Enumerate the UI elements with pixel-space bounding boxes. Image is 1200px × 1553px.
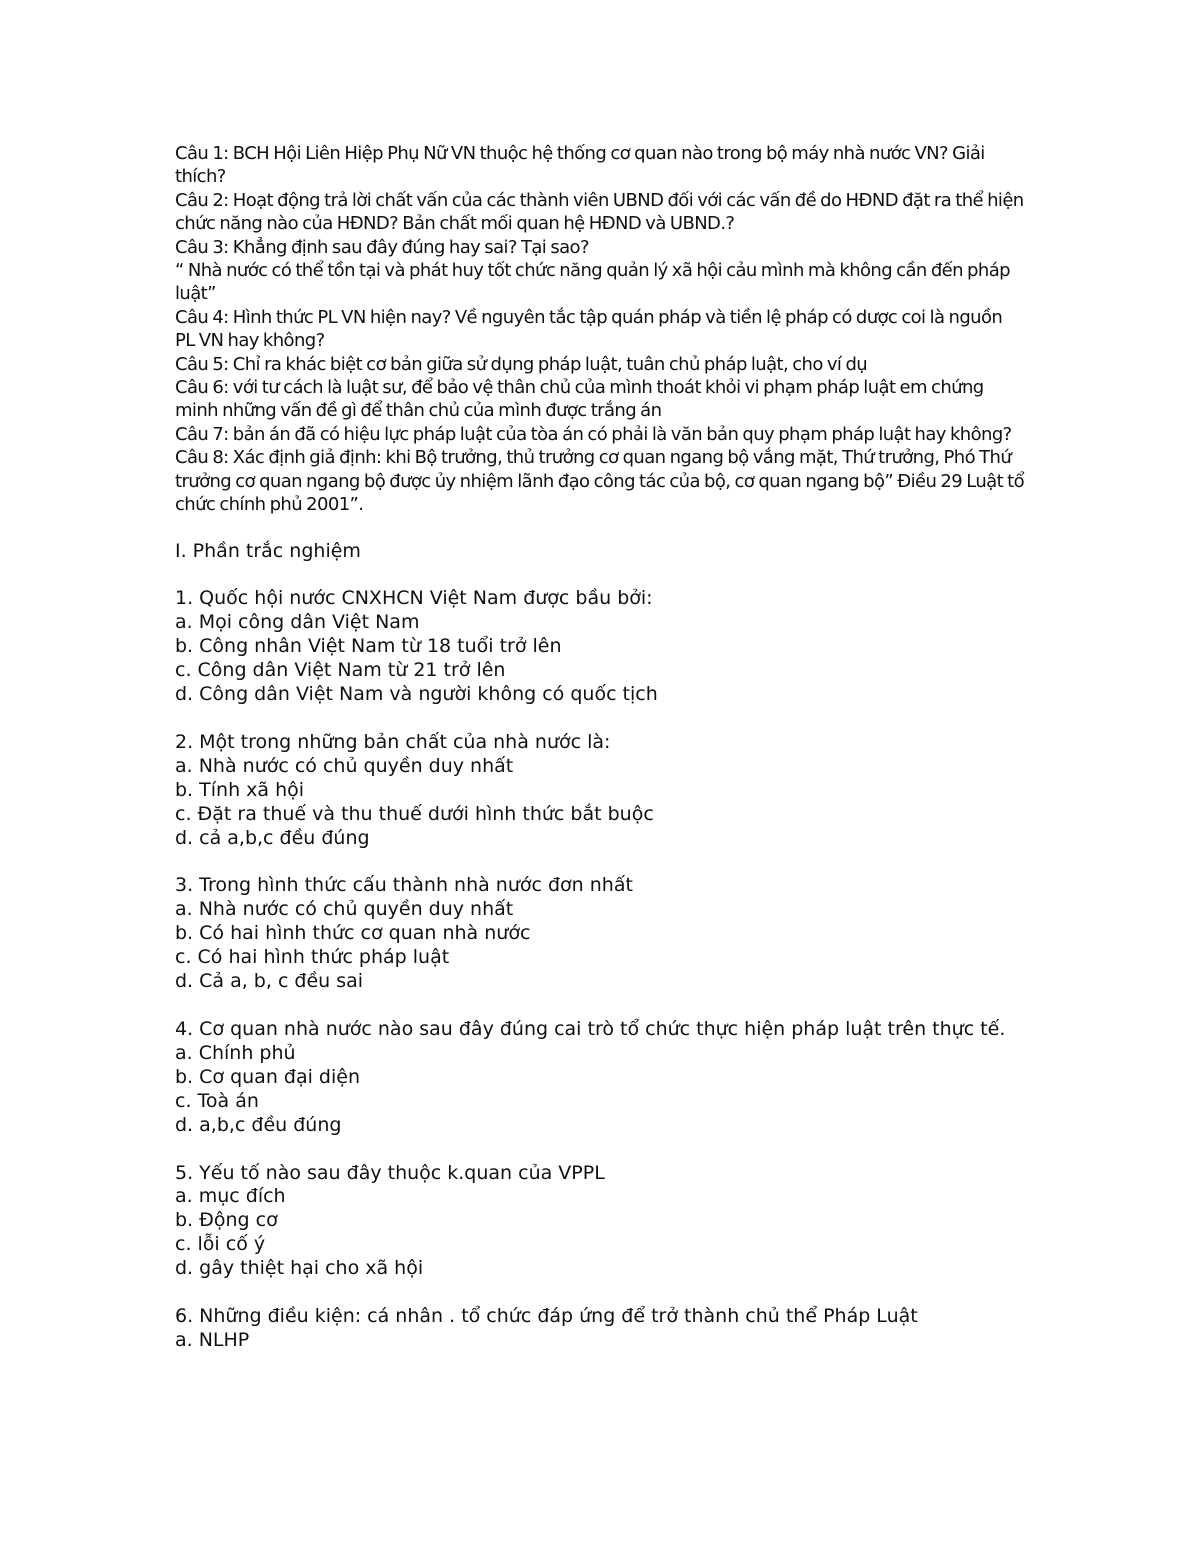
mcq-question-3 (175, 874, 1025, 994)
option-a: a. NLHP (175, 1328, 250, 1351)
question-text: 6. Những điều kiện: cá nhân . tổ chức đáp ứng để trở thành chủ thể Pháp Luật (175, 1305, 918, 1328)
question-text: 2. Một trong những bản chất của nhà nước là: (175, 730, 611, 753)
essay-question-3-quote: “ Nhà nước có thể tồn tại và phát huy tốt chức năng quản lý xã hội cảu mình mà không cần đến pháp luật” (175, 260, 1010, 305)
mcq-question-2 (175, 731, 1025, 851)
option-c: c. Đặt ra thuế và thu thuế dưới hình thức bắt buộc (175, 802, 654, 825)
section-title: I. Phần trắc nghiệm (175, 539, 361, 562)
mcq-question-4 (175, 1018, 1025, 1138)
option-a: a. Nhà nước có chủ quyền duy nhất (175, 754, 514, 777)
essay-question-5: Câu 5: Chỉ ra khác biệt cơ bản giữa sử dụng pháp luật, tuân chủ pháp luật, cho ví dụ (175, 353, 868, 375)
option-d: d. Cả a, b, c đều sai (175, 970, 364, 993)
option-a: a. Nhà nước có chủ quyền duy nhất (175, 898, 514, 921)
option-c: c. Có hai hình thức pháp luật (175, 946, 450, 969)
question-text: 1. Quốc hội nước CNXHCN Việt Nam được bầu bởi: (175, 587, 653, 610)
question-text: 3. Trong hình thức cấu thành nhà nước đơn nhất (175, 874, 633, 897)
essay-question-8: Câu 8: Xác định giả định: khi Bộ trưởng, thủ trưởng cơ quan ngang bộ vắng mặt, Thứ trưởng, Phó Thứ trưởng cơ quan ngang bộ được ủy nhiệm lãnh đạo công tác của bộ, cơ quan ngang bộ” Điều 29 Luật tổ chức chính phủ 2001”. (175, 447, 1025, 516)
mcq-question-5 (175, 1162, 1025, 1282)
essay-question-1: Câu 1: BCH Hội Liên Hiệp Phụ Nữ VN thuộc hệ thống cơ quan nào trong bộ máy nhà nước VN? Giải thích? (175, 143, 985, 188)
option-b: b. Động cơ (175, 1209, 278, 1232)
option-c: c. Công dân Việt Nam từ 21 trở lên (175, 659, 506, 682)
essay-question-3: Câu 3: Khẳng định sau đây đúng hay sai? Tại sao? (175, 236, 589, 258)
option-d: d. cả a,b,c đều đúng (175, 826, 370, 849)
option-c: c. lỗi cố ý (175, 1233, 266, 1256)
essay-question-6: Câu 6: với tư cách là luật sư, để bảo vệ thân chủ của mình thoát khỏi vi phạm pháp luật em chứng minh những vấn đề gì để thân chủ của mình được trắng án (175, 377, 984, 422)
option-b: b. Tính xã hội (175, 778, 305, 801)
essay-question-7: Câu 7: bản án đã có hiệu lực pháp luật của tòa án có phải là văn bản quy phạm pháp luật hay không? (175, 423, 1012, 445)
essay-question-4: Câu 4: Hình thức PL VN hiện nay? Về nguyên tắc tập quán pháp và tiền lệ pháp có dược coi là nguồn PL VN hay không? (175, 306, 1003, 352)
essay-question-2: Câu 2: Hoạt động trả lời chất vấn của các thành viên UBND đối với các vấn đề do HĐND đặt ra thể hiện chức năng nào của HĐND? Bản chất mối quan hệ HĐND và UBND.? (175, 189, 1024, 235)
multiple-choice-section (175, 540, 1025, 1353)
mcq-question-6 (175, 1305, 1025, 1353)
mcq-question-1 (175, 587, 1025, 707)
option-a: a. Mọi công dân Việt Nam (175, 611, 420, 634)
option-d: d. Công dân Việt Nam và người không có quốc tịch (175, 683, 658, 706)
option-d: d. gây thiệt hại cho xã hội (175, 1257, 424, 1280)
option-b: b. Công nhân Việt Nam từ 18 tuổi trở lên (175, 635, 562, 658)
option-c: c. Toà án (175, 1089, 259, 1112)
option-a: a. Chính phủ (175, 1041, 296, 1064)
option-b: b. Có hai hình thức cơ quan nhà nước (175, 922, 531, 945)
question-text: 4. Cơ quan nhà nước nào sau đây đúng cai trò tổ chức thực hiện pháp luật trên thực tế. (175, 1018, 1006, 1040)
option-b: b. Cơ quan đại diện (175, 1065, 360, 1088)
document-page (175, 142, 1025, 1353)
essay-questions (175, 142, 1025, 517)
question-text: 5. Yếu tố nào sau đây thuộc k.quan của VPPL (175, 1161, 605, 1184)
option-d: d. a,b,c đều đúng (175, 1113, 342, 1136)
option-a: a. mục đích (175, 1185, 286, 1208)
